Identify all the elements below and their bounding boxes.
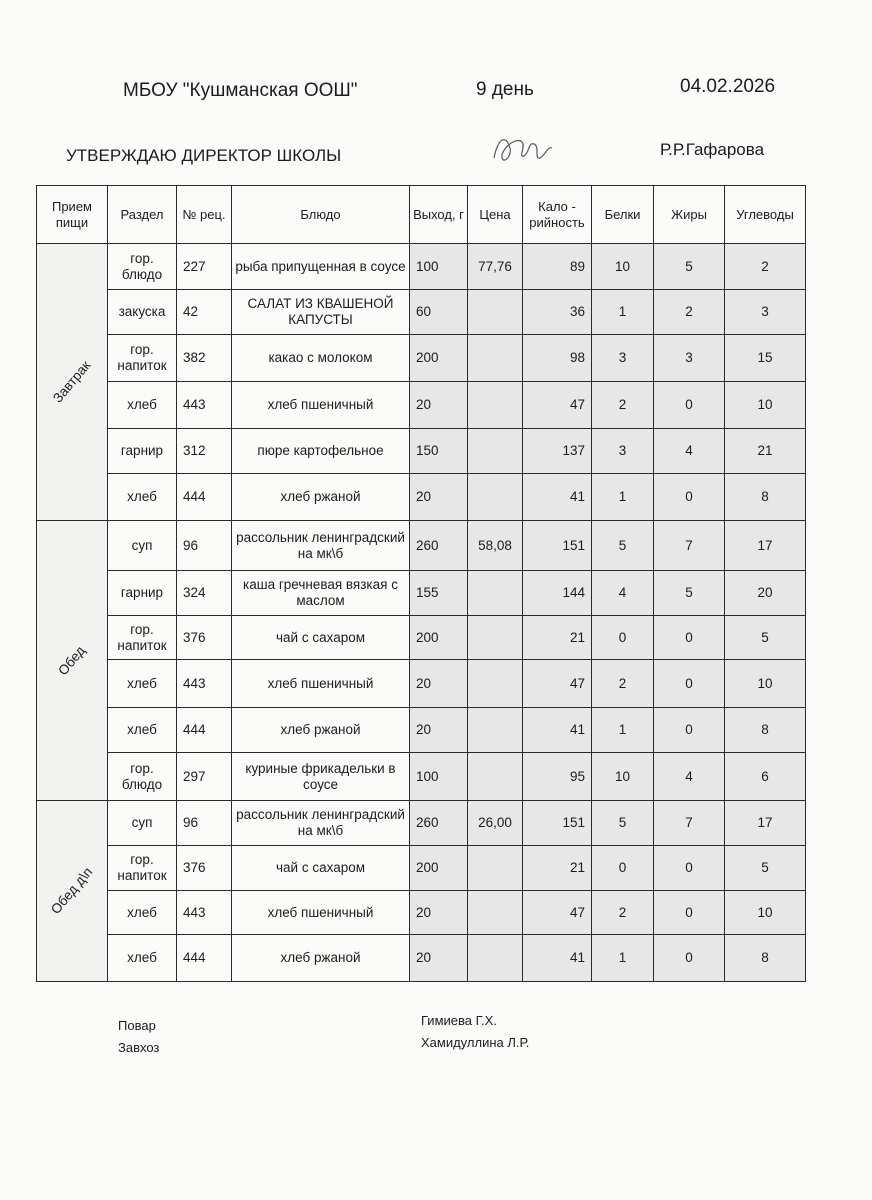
table-row [37,616,806,660]
cell-recipe: 297 [177,753,232,801]
cell-price [468,335,523,382]
cell-recipe: 96 [177,521,232,571]
cell-price: 77,76 [468,244,523,290]
cell-carbs: 5 [725,846,806,891]
cell-proteins: 2 [592,382,654,429]
cell-section: гарнир [108,429,177,474]
cell-proteins: 10 [592,753,654,801]
cell-price [468,708,523,753]
supply-name: Хамидуллина Л.Р. [421,1035,530,1050]
cell-yield: 260 [410,801,468,846]
cell-dish: какао с молоком [232,335,410,382]
meal-group-cell [37,801,108,982]
col-recipe: № рец. [177,186,232,244]
cell-dish: рассольник ленинградский на мк\б [232,801,410,846]
cell-carbs: 17 [725,801,806,846]
cell-recipe: 444 [177,708,232,753]
meal-name: Обед [55,642,89,678]
table-row [37,935,806,982]
cell-recipe: 376 [177,616,232,660]
cell-dish: хлеб ржаной [232,474,410,521]
cell-recipe: 312 [177,429,232,474]
cell-proteins: 1 [592,708,654,753]
cell-proteins: 0 [592,846,654,891]
cell-proteins: 5 [592,521,654,571]
cell-fats: 0 [654,891,725,935]
table-row [37,571,806,616]
cell-section: хлеб [108,891,177,935]
cell-recipe: 376 [177,846,232,891]
cell-calories: 41 [523,708,592,753]
cell-proteins: 1 [592,935,654,982]
cell-yield: 20 [410,382,468,429]
cell-price [468,753,523,801]
menu-date: 04.02.2026 [680,76,776,97]
cell-price [468,382,523,429]
cell-section: закуска [108,290,177,335]
cell-yield: 20 [410,660,468,708]
cell-section: гор. блюдо [108,244,177,290]
cell-calories: 41 [523,474,592,521]
cell-recipe: 42 [177,290,232,335]
cell-yield: 20 [410,474,468,521]
cell-dish: пюре картофельное [232,429,410,474]
cell-yield: 200 [410,846,468,891]
table-row [37,521,806,571]
cell-recipe: 324 [177,571,232,616]
cell-recipe: 227 [177,244,232,290]
menu-table [36,185,806,982]
cell-proteins: 4 [592,571,654,616]
cell-carbs: 8 [725,474,806,521]
cell-calories: 151 [523,801,592,846]
table-row [37,382,806,429]
table-header-row [37,186,806,244]
meal-name: Обед д\п [47,864,96,917]
table-row [37,244,806,290]
cell-calories: 36 [523,290,592,335]
cell-yield: 155 [410,571,468,616]
meal-group-cell [37,244,108,521]
cell-yield: 20 [410,708,468,753]
cell-dish: хлеб пшеничный [232,382,410,429]
cell-calories: 95 [523,753,592,801]
cell-section: гор. напиток [108,335,177,382]
cell-price [468,891,523,935]
cell-proteins: 1 [592,290,654,335]
cell-calories: 21 [523,616,592,660]
col-meal: Прием пищи [37,186,108,244]
table-row [37,891,806,935]
col-price: Цена [468,186,523,244]
cell-calories: 41 [523,935,592,982]
cell-yield: 100 [410,244,468,290]
cell-calories: 47 [523,382,592,429]
cell-fats: 0 [654,616,725,660]
cell-yield: 20 [410,891,468,935]
cell-calories: 144 [523,571,592,616]
cell-calories: 47 [523,660,592,708]
cell-price [468,429,523,474]
cell-carbs: 8 [725,935,806,982]
cell-fats: 5 [654,571,725,616]
cell-carbs: 3 [725,290,806,335]
cell-yield: 20 [410,935,468,982]
meal-group-cell [37,521,108,801]
cell-carbs: 5 [725,616,806,660]
col-carbs: Углеводы [725,186,806,244]
cell-yield: 100 [410,753,468,801]
cell-price [468,290,523,335]
cell-proteins: 3 [592,335,654,382]
cell-dish: куриные фрикадельки в соусе [232,753,410,801]
cell-fats: 0 [654,660,725,708]
cell-proteins: 5 [592,801,654,846]
table-row [37,335,806,382]
director-name: Р.Р.Гафарова [660,140,765,159]
cell-price [468,660,523,708]
cell-price [468,474,523,521]
cell-dish: хлеб ржаной [232,708,410,753]
cell-carbs: 20 [725,571,806,616]
cook-label: Повар [118,1018,156,1033]
cell-section: хлеб [108,382,177,429]
cell-fats: 3 [654,335,725,382]
cell-price [468,935,523,982]
cell-dish: каша гречневая вязкая с маслом [232,571,410,616]
table-row [37,660,806,708]
cell-recipe: 382 [177,335,232,382]
cell-fats: 0 [654,708,725,753]
cell-recipe: 443 [177,891,232,935]
col-dish: Блюдо [232,186,410,244]
table-row [37,290,806,335]
cell-carbs: 10 [725,891,806,935]
cell-calories: 21 [523,846,592,891]
cell-dish: рассольник ленинградский на мк\б [232,521,410,571]
cook-name: Гимиева Г.Х. [421,1013,497,1028]
cell-recipe: 444 [177,474,232,521]
cell-fats: 0 [654,846,725,891]
cell-section: хлеб [108,474,177,521]
cell-proteins: 10 [592,244,654,290]
cell-proteins: 2 [592,660,654,708]
approval-title: УТВЕРЖДАЮ ДИРЕКТОР ШКОЛЫ [66,146,342,165]
cell-price [468,846,523,891]
cell-carbs: 17 [725,521,806,571]
cell-dish: хлеб пшеничный [232,891,410,935]
table-row [37,474,806,521]
meal-name: Завтрак [49,357,94,406]
cell-dish: хлеб ржаной [232,935,410,982]
school-name: МБОУ "Кушманская ООШ" [123,80,358,101]
cell-dish: рыба припущенная в соусе [232,244,410,290]
cell-price [468,616,523,660]
cell-section: суп [108,521,177,571]
cell-carbs: 21 [725,429,806,474]
cell-carbs: 8 [725,708,806,753]
cell-recipe: 443 [177,660,232,708]
cell-yield: 60 [410,290,468,335]
cell-calories: 151 [523,521,592,571]
cell-recipe: 443 [177,382,232,429]
cell-carbs: 2 [725,244,806,290]
cell-dish: САЛАТ ИЗ КВАШЕНОЙ КАПУСТЫ [232,290,410,335]
cell-proteins: 3 [592,429,654,474]
cell-section: суп [108,801,177,846]
cell-recipe: 444 [177,935,232,982]
table-row [37,846,806,891]
cell-fats: 0 [654,935,725,982]
cell-fats: 4 [654,429,725,474]
cell-fats: 4 [654,753,725,801]
cell-yield: 200 [410,335,468,382]
cell-section: хлеб [108,660,177,708]
cell-carbs: 10 [725,382,806,429]
cell-carbs: 6 [725,753,806,801]
cell-fats: 2 [654,290,725,335]
cell-section: гарнир [108,571,177,616]
cell-proteins: 1 [592,474,654,521]
col-section: Раздел [108,186,177,244]
cell-fats: 7 [654,801,725,846]
cell-fats: 5 [654,244,725,290]
cell-carbs: 10 [725,660,806,708]
director-signature [488,128,558,172]
cell-yield: 200 [410,616,468,660]
cell-dish: чай с сахаром [232,846,410,891]
cell-recipe: 96 [177,801,232,846]
cell-fats: 0 [654,382,725,429]
cell-proteins: 0 [592,616,654,660]
table-row [37,429,806,474]
cell-section: гор. блюдо [108,753,177,801]
menu-day: 9 день [476,79,534,100]
cell-section: гор. напиток [108,846,177,891]
cell-calories: 137 [523,429,592,474]
cell-proteins: 2 [592,891,654,935]
cell-calories: 98 [523,335,592,382]
cell-fats: 7 [654,521,725,571]
table-row [37,708,806,753]
col-proteins: Белки [592,186,654,244]
cell-section: гор. напиток [108,616,177,660]
cell-dish: чай с сахаром [232,616,410,660]
cell-calories: 89 [523,244,592,290]
table-row [37,801,806,846]
supply-label: Завхоз [118,1040,160,1055]
cell-section: хлеб [108,935,177,982]
col-yield: Выход, г [410,186,468,244]
cell-section: хлеб [108,708,177,753]
cell-price: 26,00 [468,801,523,846]
cell-price [468,571,523,616]
col-fats: Жиры [654,186,725,244]
cell-price: 58,08 [468,521,523,571]
cell-calories: 47 [523,891,592,935]
cell-yield: 150 [410,429,468,474]
cell-fats: 0 [654,474,725,521]
cell-carbs: 15 [725,335,806,382]
col-calories: Кало - рийность [523,186,592,244]
cell-yield: 260 [410,521,468,571]
table-row [37,753,806,801]
cell-dish: хлеб пшеничный [232,660,410,708]
menu-body [37,244,806,982]
